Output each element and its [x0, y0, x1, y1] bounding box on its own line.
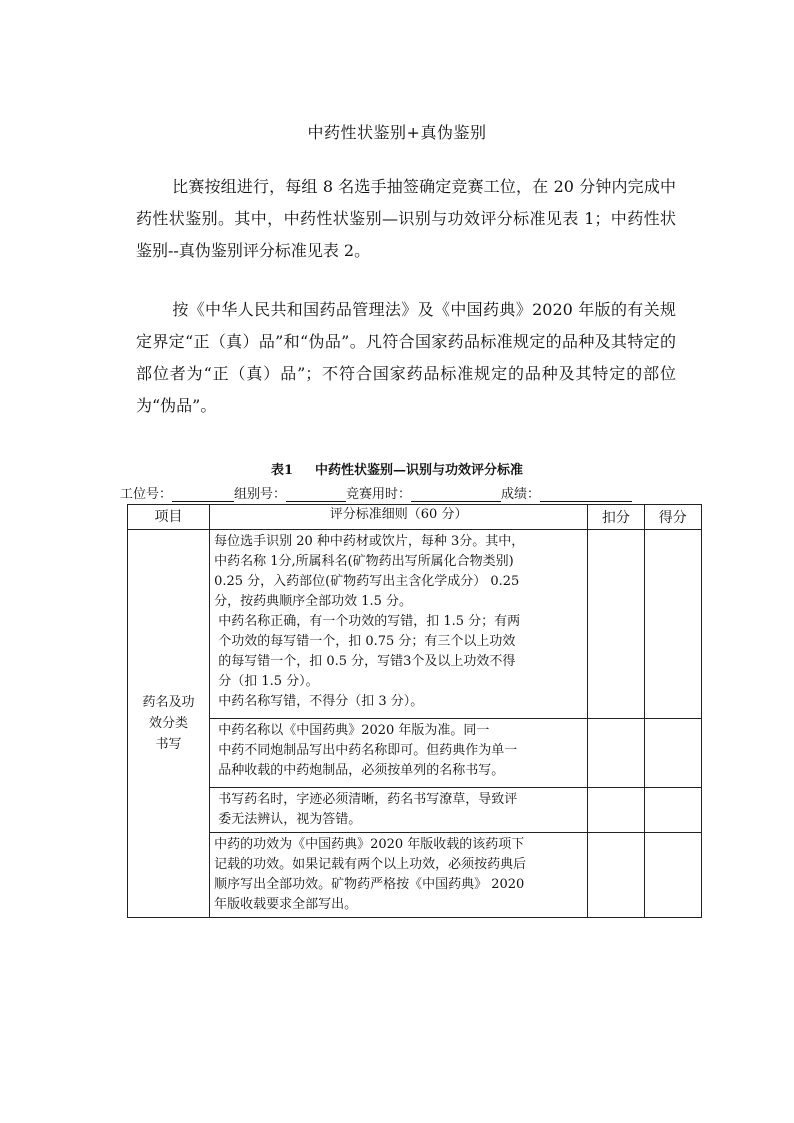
score-cell[interactable]	[644, 719, 701, 788]
group-label: 组别号：	[234, 487, 287, 502]
time-label: 竞赛用时：	[346, 487, 412, 502]
criteria-line: 每位选手识别 20 种中药材或饮片，每种 3分。其中，	[214, 534, 525, 549]
criteria-line: 年版收载要求全部写出。	[214, 897, 358, 912]
deduction-cell[interactable]	[588, 719, 644, 788]
score-cell[interactable]	[644, 833, 701, 918]
criteria-cell	[210, 788, 588, 833]
table-row	[128, 833, 702, 918]
criteria-line: 中药名称写错，不得分（扣 3 分）。	[214, 694, 424, 709]
criteria-line: 中药不同炮制品写出中药名称即可。但药典作为单一	[214, 743, 518, 758]
criteria-line: 的每写错一个，扣 0.5 分，写错3个及以上功效不得	[214, 654, 516, 669]
criteria-line: 分（扣 1.5 分）。	[214, 674, 319, 689]
criteria-line: 中药名称正确，有一个功效的写错，扣 1.5 分；有两	[214, 614, 521, 629]
criteria-cell	[210, 833, 588, 918]
criteria-line: 顺序写出全部功效。矿物药严格按《中国药典》 2020	[214, 877, 525, 892]
header-deduction: 扣分	[588, 505, 644, 530]
header-criteria: 评分标准细则（60 分）	[210, 505, 588, 530]
item-label-line: 书写	[155, 737, 182, 752]
criteria-line: 记载的功效。如果记载有两个以上功效，必须按药典后	[214, 857, 527, 872]
criteria-line: 分，按药典顺序全部功效 1.5 分。	[214, 594, 413, 609]
item-cell	[128, 530, 210, 918]
paragraph-definition-text: 按《中华人民共和国药品管理法》及《中国药典》2020 年版的有关规定界定“正（真）品”和“伪品”。凡符合国家药品标准规定的品种及其特定的部位者为“正（真）品”；不符合国家药品标准规定的品种及其特定的部位为“伪品”。	[136, 300, 676, 415]
station-label: 工位号：	[120, 487, 173, 502]
criteria-line: 书写药名时，字迹必须清晰，药名书写潦草，导致评	[214, 792, 518, 807]
score-cell[interactable]	[644, 530, 701, 719]
criteria-line: 中药名称以《中国药典》2020 年版为准。同一	[214, 723, 490, 738]
document-title: 中药性状鉴别+真伪鉴别	[307, 123, 487, 142]
criteria-cell	[210, 530, 588, 719]
paragraph-definition	[136, 294, 676, 422]
table-title: 中药性状鉴别—识别与功效评分标准	[315, 463, 524, 478]
deduction-cell[interactable]	[588, 788, 644, 833]
table-row	[128, 530, 702, 719]
header-item: 项目	[128, 505, 210, 530]
scoring-table	[127, 504, 702, 918]
deduction-cell[interactable]	[588, 833, 644, 918]
item-label-line: 效分类	[149, 716, 189, 731]
table-caption	[0, 459, 794, 478]
item-label-line: 药名及功	[142, 695, 195, 710]
paragraph-rules-text: 比赛按组进行，每组 8 名选手抽签确定竞赛工位，在 20 分钟内完成中药性状鉴别。其中，中药性状鉴别—识别与功效评分标准见表 1；中药性状鉴别--真伪鉴别评分标准见表 2。	[136, 177, 676, 260]
criteria-line: 委无法辨认，视为答错。	[214, 812, 362, 827]
table-row	[128, 719, 702, 788]
table-header-row	[128, 505, 702, 530]
station-blank	[172, 489, 234, 502]
score-sheet-header	[120, 483, 690, 502]
score-label: 成绩：	[501, 487, 541, 502]
time-blank	[411, 489, 501, 502]
criteria-cell	[210, 719, 588, 788]
table-row	[128, 788, 702, 833]
criteria-line: 中药名称 1分,所属科名(矿物药出写所属化合物类别)	[214, 554, 514, 569]
deduction-cell[interactable]	[588, 530, 644, 719]
criteria-line: 中药的功效为《中国药典》2020 年版收载的该药项下	[214, 837, 525, 852]
score-cell[interactable]	[644, 788, 701, 833]
paragraph-rules	[136, 171, 676, 267]
group-blank	[286, 489, 346, 502]
criteria-line: 个功效的每写错一个，扣 0.75 分；有三个以上功效	[214, 634, 516, 649]
criteria-line: 品种收载的中药炮制品，必须按单列的名称书写。	[214, 763, 505, 778]
score-blank	[540, 489, 632, 502]
criteria-line: 0.25 分，入药部位(矿物药写出主含化学成分） 0.25	[214, 574, 520, 589]
table-number: 表1	[270, 463, 294, 478]
header-score: 得分	[644, 505, 701, 530]
